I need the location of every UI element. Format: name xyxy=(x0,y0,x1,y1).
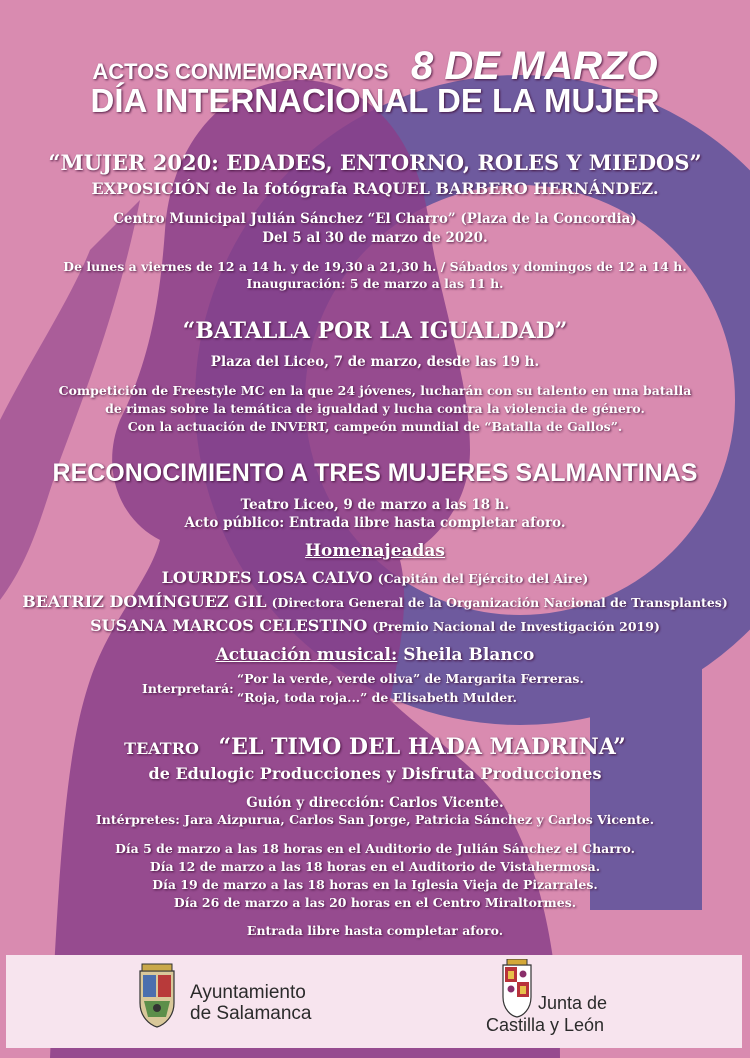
music-line: Actuación musical: Sheila Blanco xyxy=(215,645,535,665)
exposicion-dates: Del 5 al 30 de marzo de 2020. xyxy=(262,230,488,246)
teatro-show-2: Día 12 de marzo a las 18 horas en el Auditorio de Vistahermosa. xyxy=(149,859,601,874)
exposicion-hours: De lunes a viernes de 12 a 14 h. y de 19,30 a 21,30 h. / Sábados y domingos de 12 a 14 h. xyxy=(63,259,687,274)
batalla-desc-3: Con la actuación de INVERT, campeón mundial de “Batalla de Gallos”. xyxy=(127,419,623,434)
reconocimiento-title: RECONOCIMIENTO A TRES MUJERES SALMANTINAS xyxy=(52,459,698,487)
logo-ayuntamiento: Ayuntamiento de Salamanca xyxy=(190,982,312,1024)
exposicion-opening: Inauguración: 5 de marzo a las 11 h. xyxy=(246,276,504,291)
performs-label: Interpretará: xyxy=(142,681,234,696)
batalla-desc-1: Competición de Freestyle MC en la que 24 jóvenes, lucharán con su talento en una batalla xyxy=(58,383,692,398)
logo-junta-line-2: Castilla y León xyxy=(486,1015,605,1035)
batalla-title: “BATALLA POR LA IGUALDAD” xyxy=(182,318,568,344)
teatro-title-line: TEATRO “EL TIMO DEL HADA MADRINA” xyxy=(124,734,626,760)
teatro-direction: Guión y dirección: Carlos Vicente. xyxy=(246,795,504,811)
exposicion-title: “MUJER 2020: EDADES, ENTORNO, ROLES Y MIEDOS” xyxy=(48,150,702,175)
honoree-2: BEATRIZ DOMÍNGUEZ GIL (Directora General de la Organización Nacional de Transplantes) xyxy=(22,592,728,611)
teatro-show-4: Día 26 de marzo a las 20 horas en el Centro Miraltormes. xyxy=(173,895,577,910)
reconocimiento-place: Teatro Liceo, 9 de marzo a las 18 h. xyxy=(240,497,510,513)
header-title: DÍA INTERNACIONAL DE LA MUJER xyxy=(90,82,660,119)
batalla-desc-2: de rimas sobre la temática de igualdad y lucha contra la violencia de género. xyxy=(105,401,645,416)
reconocimiento-access: Acto público: Entrada libre hasta completar aforo. xyxy=(184,515,566,531)
song-1: “Por la verde, verde oliva” de Margarita Ferreras. xyxy=(237,671,584,686)
teatro-entry: Entrada libre hasta completar aforo. xyxy=(246,923,504,938)
salamanca-coat-of-arms-icon xyxy=(134,963,180,1029)
logo-junta-line-1: Junta de xyxy=(538,993,608,1013)
footer xyxy=(6,955,742,1048)
teatro-show-3: Día 19 de marzo a las 18 horas en la Iglesia Vieja de Pizarrales. xyxy=(152,877,598,892)
header-date: 8 DE MARZO xyxy=(410,44,658,88)
honorees-heading: Homenajeadas xyxy=(304,541,446,561)
teatro-show-1: Día 5 de marzo a las 18 horas en el Auditorio de Julián Sánchez el Charro. xyxy=(115,841,635,856)
teatro-cast: Intérpretes: Jara Aizpurua, Carlos San Jorge, Patricia Sánchez y Carlos Vicente. xyxy=(95,812,655,827)
header-prefix: ACTOS CONMEMORATIVOS xyxy=(92,59,389,84)
teatro-producers: de Edulogic Producciones y Disfruta Producciones xyxy=(148,764,602,783)
honoree-1: LOURDES LOSA CALVO (Capitán del Ejército del Aire) xyxy=(161,568,589,587)
song-2: “Roja, toda roja...” de Elisabeth Mulder. xyxy=(237,690,517,705)
batalla-place: Plaza del Liceo, 7 de marzo, desde las 19 h. xyxy=(210,354,540,370)
exposicion-place: Centro Municipal Julián Sánchez “El Charro” (Plaza de la Concordia) xyxy=(113,211,637,227)
exposicion-subtitle: EXPOSICIÓN de la fotógrafa RAQUEL BARBERO HERNÁNDEZ. xyxy=(91,179,659,198)
castilla-y-leon-coat-of-arms-icon xyxy=(495,959,539,1019)
honoree-3: SUSANA MARCOS CELESTINO (Premio Nacional de Investigación 2019) xyxy=(90,616,660,635)
